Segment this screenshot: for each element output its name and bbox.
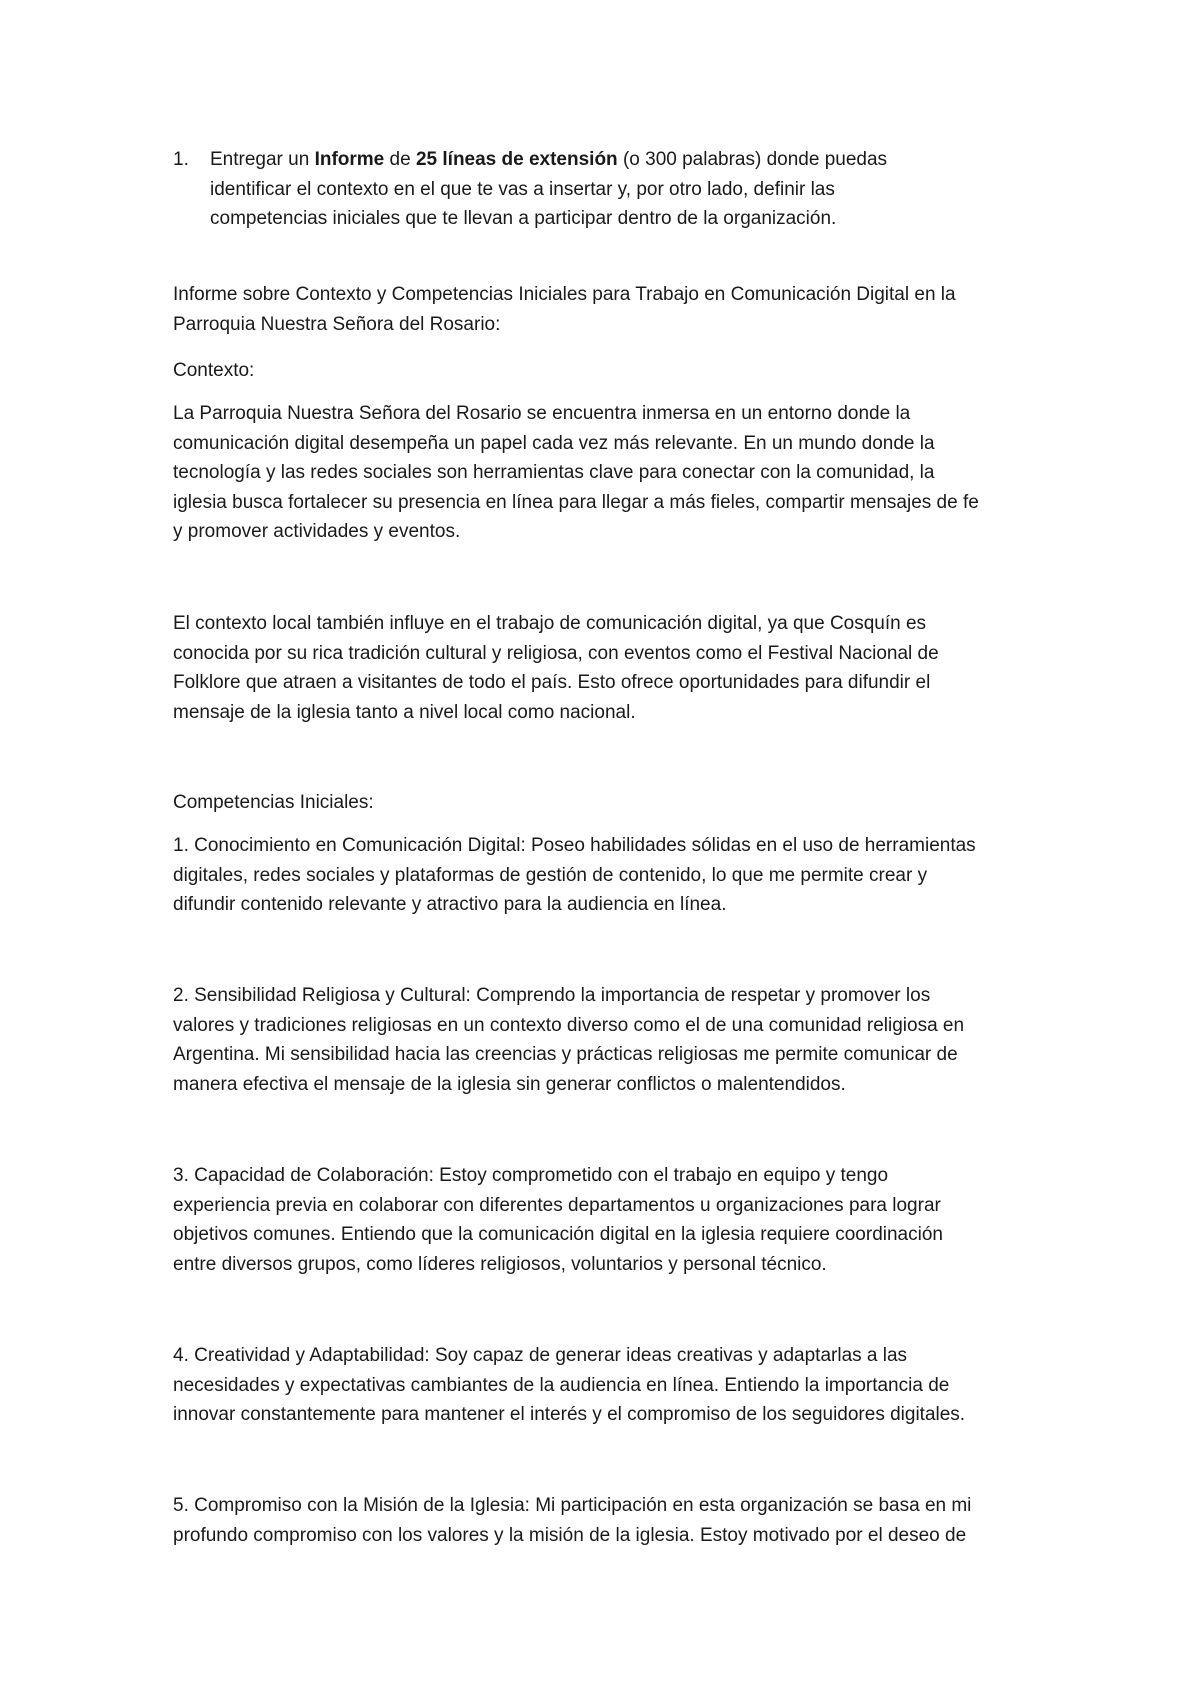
competencia-5: 5. Compromiso con la Misión de la Iglesia: Mi participación en esta organización se basa en mi profundo compromiso con los valores y la misión de la iglesia. Estoy motivado por el deseo de — [173, 1495, 972, 1546]
context-paragraph-2: El contexto local también influye en el trabajo de comunicación digital, ya que Cosquín es conocida por su rica tradición cultural y religiosa, con eventos como el Festival Nacional de Folklore que atraen a visitantes de todo el país. Esto ofrece oportunidades para difundir el mensaje de la iglesia tanto a nivel local como nacional. — [173, 613, 939, 723]
competencia-1: 1. Conocimiento en Comunicación Digital: Poseo habilidades sólidas en el uso de herramientas digitales, redes sociales y plataformas de gestión de contenido, lo que me permite crear y difundir contenido relevante y atractivo para la audiencia en línea. — [173, 835, 976, 915]
report-title: Informe sobre Contexto y Competencias Iniciales para Trabajo en Comunicación Digital en la Parroquia Nuestra Señora del Rosario: — [173, 284, 956, 335]
task-number: 1. — [173, 149, 189, 170]
context-paragraph-1: La Parroquia Nuestra Señora del Rosario se encuentra inmersa en un entorno donde la comunicación digital desempeña un papel cada vez más relevante. En un mundo donde la tecnología y las redes sociales son herramientas clave para conectar con la comunidad, la iglesia busca fortalecer su presencia en línea para llegar a más fieles, compartir mensajes de fe y promover actividades y eventos. — [173, 403, 979, 542]
competencia-3: 3. Capacidad de Colaboración: Estoy comprometido con el trabajo en equipo y tengo experiencia previa en colaborar con diferentes departamentos u organizaciones para lograr objetivos comunes. Entiendo que la comunicación digital en la iglesia requiere coordinación entre diversos grupos, como líderes religiosos, voluntarios y personal técnico. — [173, 1165, 943, 1275]
context-heading: Contexto: — [173, 360, 255, 381]
task-line-1: Entregar un Informe de 25 líneas de extensión (o 300 palabras) donde puedas — [210, 149, 888, 170]
task-line-3: competencias iniciales que te llevan a participar dentro de la organización. — [210, 208, 837, 229]
task-bold-informe: Informe — [314, 149, 385, 170]
task-bold-extension: 25 líneas de extensión — [415, 149, 618, 170]
competencias-heading: Competencias Iniciales: — [173, 792, 374, 813]
task-item — [173, 145, 1030, 234]
competencia-2: 2. Sensibilidad Religiosa y Cultural: Comprendo la importancia de respetar y promover los valores y tradiciones religiosas en un contexto diverso como el de una comunidad religiosa en Argentina. Mi sensibilidad hacia las creencias y prácticas religiosas me permite comunicar de manera efectiva el mensaje de la iglesia sin generar conflictos o malentendidos. — [173, 985, 965, 1095]
task-line-2: identificar el contexto en el que te vas a insertar y, por otro lado, definir las — [210, 178, 835, 200]
competencia-4: 4. Creatividad y Adaptabilidad: Soy capaz de generar ideas creativas y adaptarlas a las necesidades y expectativas cambiantes de la audiencia en línea. Entiendo la importancia de innovar constantemente para mantener el interés y el compromiso de los seguidores digitales. — [173, 1345, 966, 1425]
